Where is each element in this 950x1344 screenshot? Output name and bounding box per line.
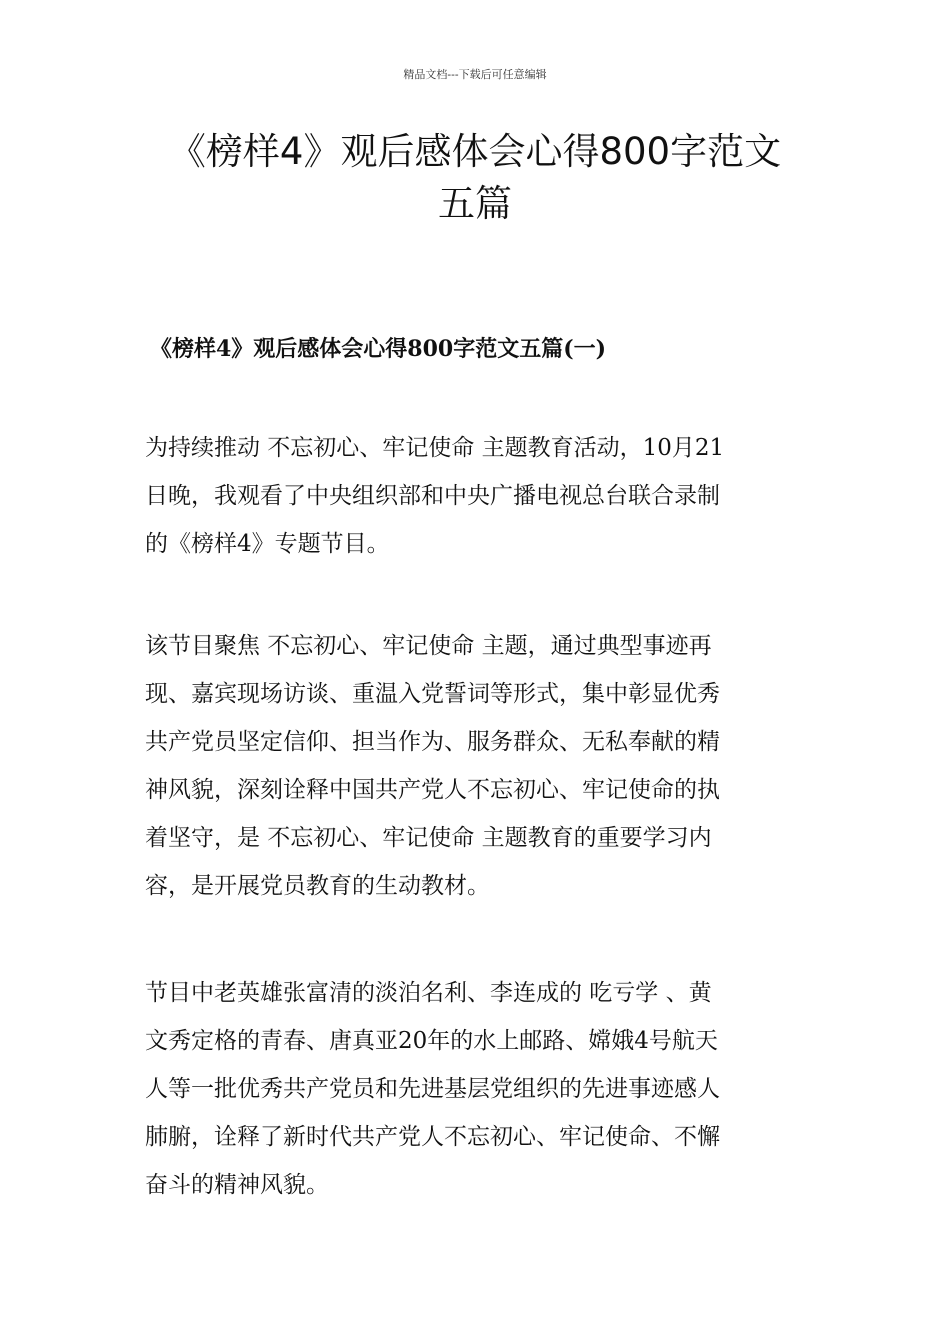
paragraph-line: 着坚守，是 不忘初心、牢记使命 主题教育的重要学习内 [145, 825, 712, 851]
paragraph-line: 文秀定格的青春、唐真亚20年的水上邮路、嫦娥4号航天 [145, 1028, 718, 1054]
paragraph-line: 神风貌，深刻诠释中国共产党人不忘初心、牢记使命的执 [145, 777, 720, 803]
title-line: 《榜样4》观后感体会心得800字范文 [168, 130, 782, 173]
paragraph-line: 人等一批优秀共产党员和先进基层党组织的先进事迹感人 [145, 1076, 720, 1102]
paragraph-line: 奋斗的精神风貌。 [145, 1172, 329, 1198]
paragraph-line: 日晚，我观看了中央组织部和中央广播电视总台联合录制 [145, 483, 720, 509]
paragraph-line: 的《榜样4》专题节目。 [145, 531, 390, 557]
header-note: 精品文档---下载后可任意编辑 [403, 68, 547, 81]
paragraph-line: 节目中老英雄张富清的淡泊名利、李连成的 吃亏学 、黄 [145, 980, 712, 1006]
paragraph-line: 现、嘉宾现场访谈、重温入党誓词等形式，集中彰显优秀 [145, 681, 720, 707]
paragraph-line: 共产党员坚定信仰、担当作为、服务群众、无私奉献的精 [145, 729, 720, 755]
section-heading: 《榜样4》观后感体会心得800字范文五篇(一) [150, 336, 607, 362]
paragraph [145, 622, 807, 910]
paragraph-line: 肺腑，诠释了新时代共产党人不忘初心、牢记使命、不懈 [145, 1124, 720, 1150]
document-title [120, 126, 830, 230]
paragraph [145, 424, 807, 568]
paragraph-line: 容，是开展党员教育的生动教材。 [145, 873, 490, 899]
paragraph-line: 为持续推动 不忘初心、牢记使命 主题教育活动，10月21 [145, 435, 725, 461]
title-line: 五篇 [438, 182, 512, 225]
paragraph [145, 969, 807, 1209]
paragraph-line: 该节目聚焦 不忘初心、牢记使命 主题，通过典型事迹再 [145, 633, 712, 659]
